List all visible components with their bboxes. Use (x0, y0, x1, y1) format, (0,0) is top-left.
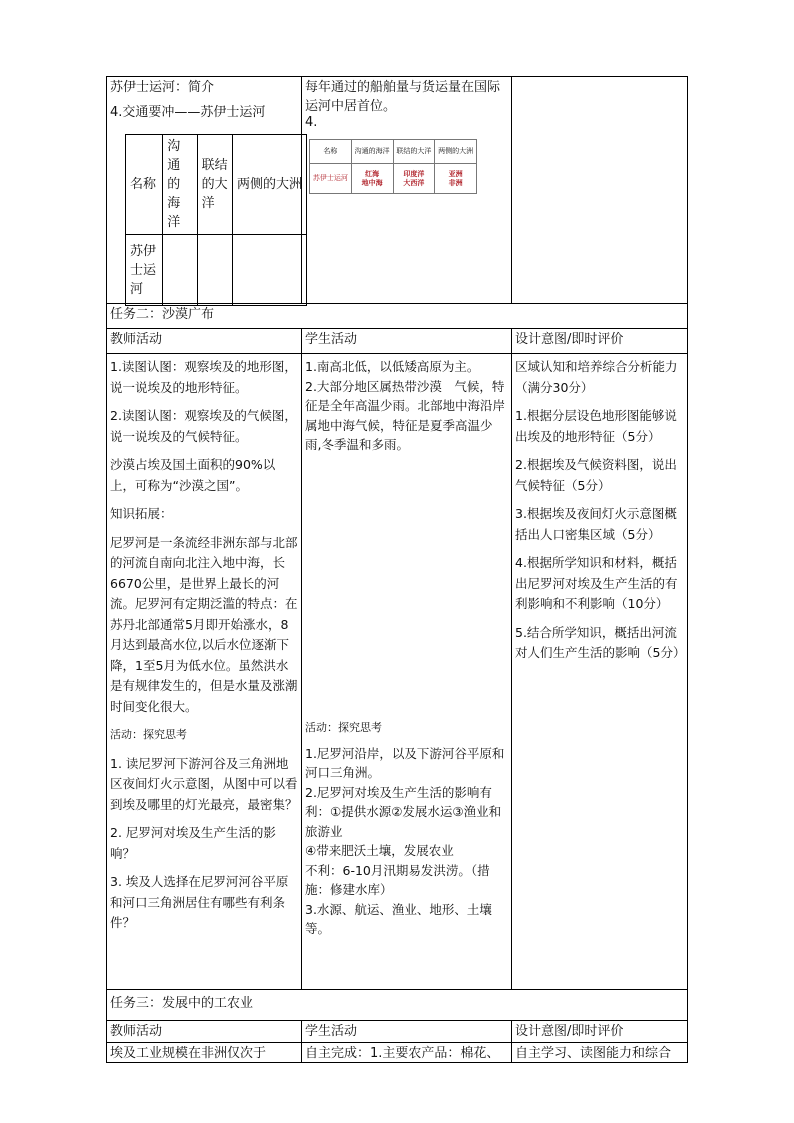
task2-design-cell (511, 353, 688, 990)
mini-first-col: 苏伊士运河 (126, 235, 163, 306)
nile-description: 尼罗河是一条流经非洲东部与北部的河流自南向北注入地中海，长6670公里，是世界上最长的河流。尼罗河有定期泛滥的特点：在苏丹北部通常5月即开始涨水，8月达到最高水位,以后水位逐渐下降，1至5月为低水位。虽然洪水是有规律发生的，但是水量及涨潮时间变化很大。 (110, 534, 298, 714)
teacher-question: 1. 读尼罗河下游河谷及三角洲地区夜间灯火示意图，从图中可以看到埃及哪里的灯光最亮，最密集？ (110, 755, 298, 812)
design-item: 区域认知和培养综合分析能力（满分30分） (515, 359, 678, 395)
teacher-item: 2.读图认图：观察埃及的气候图，说一说埃及的气候特征。 (110, 408, 297, 444)
design-item: 1.根据分层设色地形图能够说出埃及的地形特征（5分） (515, 408, 677, 444)
task3-title: 任务三：发展中的工农业 (110, 996, 254, 1011)
img-row-name: 苏伊士运河 (310, 164, 352, 194)
img-header-continent: 两侧的大洲 (435, 140, 477, 164)
header-design-label: 设计意图/即时评价 (515, 332, 624, 347)
header-teacher-label: 教师活动 (110, 1024, 163, 1039)
suez-answer-cell (301, 76, 512, 304)
img-row-ocean: 印度洋 大西洋 (393, 164, 435, 194)
mini-blank-cell[interactable] (232, 235, 306, 306)
teacher-question: 2. 尼罗河对埃及生产生活的影响？ (110, 825, 276, 861)
task3-design-cell (511, 1042, 688, 1063)
mini-blank-cell[interactable] (197, 235, 232, 306)
design-item: 4.根据所学知识和材料，概括出尼罗河对埃及生产生活的有利影响和不利影响（10分） (515, 555, 678, 611)
task2-header-student (301, 328, 512, 354)
student-answer: ④带来肥沃土壤，发展农业 (305, 843, 454, 858)
img-row-continent: 亚洲 非洲 (435, 164, 477, 194)
task3-teacher-cell (106, 1042, 302, 1063)
student-answer: 不利：6-10月汛期易发洪涝。（措施：修建水库） (305, 862, 490, 897)
task2-header-design (511, 328, 688, 354)
task2-teacher-cell (106, 353, 302, 990)
task2-title: 任务二：沙漠广布 (110, 307, 215, 322)
row1-empty-cell (511, 76, 688, 304)
task3-teacher-text: 埃及工业规模在非洲仅次于 (110, 1046, 267, 1061)
img-header-sea: 沟通的海洋 (351, 140, 393, 164)
task3-student-cell (301, 1042, 512, 1063)
knowledge-extension-label: 知识拓展： (110, 506, 173, 521)
img-header-ocean: 联结的大洋 (393, 140, 435, 164)
suez-answer-image-table (309, 139, 477, 194)
mini-header-name: 名称 (126, 135, 163, 235)
task3-header-student (301, 1020, 512, 1043)
design-item: 2.根据埃及气候资料图，说出气候特征（5分） (515, 457, 677, 493)
task2-title-cell (106, 303, 688, 329)
suez-shipping-text: 每年通过的船舶量与货运量在国际运河中居首位。 (305, 80, 501, 114)
teacher-item: 1.读图认图：观察埃及的地形图，说一说埃及的地形特征。 (110, 359, 297, 395)
task3-header-design (511, 1020, 688, 1043)
task2-student-cell (301, 353, 512, 990)
design-item: 3.根据埃及夜间灯火示意图概括出人口密集区域（5分） (515, 506, 677, 542)
header-design-label: 设计意图/即时评价 (515, 1024, 624, 1039)
header-student-label: 学生活动 (305, 332, 358, 347)
student-answer: 1.尼罗河沿岸，以及下游河谷平原和河口三角洲。 (305, 745, 505, 780)
suez-subtitle: 4.交通要冲——苏伊士运河 (110, 105, 266, 120)
task2-header-teacher (106, 328, 302, 354)
activity-label: 活动：探究思考 (110, 728, 187, 741)
mini-header-ocean: 联结的大洋 (197, 135, 232, 235)
mini-blank-cell[interactable] (163, 235, 197, 306)
task3-student-text: 自主完成：1.主要农产品：棉花、 (305, 1046, 500, 1061)
suez-intro-title: 苏伊士运河：简介 (110, 80, 215, 95)
img-header-name: 名称 (310, 140, 352, 164)
suez-intro-cell (106, 76, 302, 304)
header-student-label: 学生活动 (305, 1024, 358, 1039)
design-item: 5.结合所学知识，概括出河流对人们生产生活的影响（5分） (515, 624, 686, 660)
header-teacher-label: 教师活动 (110, 332, 163, 347)
task3-design-text: 自主学习、读图能力和综合 (515, 1046, 672, 1061)
suez-fill-table (125, 134, 307, 306)
mini-header-continent: 两侧的大洲 (232, 135, 306, 235)
task3-header-teacher (106, 1020, 302, 1043)
student-answer: 1.南高北低，以低矮高原为主。 (305, 359, 480, 374)
task3-title-cell (106, 989, 688, 1021)
lesson-plan-table (106, 76, 688, 1063)
mini-header-sea: 沟通的海洋 (163, 135, 197, 235)
teacher-question: 3. 埃及人选择在尼罗河河谷平原和河口三角洲居住有哪些有利条件？ (110, 874, 289, 930)
student-answer: 3.水源、航运、渔业、地形、土壤等。 (305, 901, 492, 936)
suez-answer-number: 4. (305, 115, 318, 130)
activity-label: 活动：探究思考 (305, 721, 382, 734)
teacher-item: 沙漠占埃及国土面积的90%以上，可称为“沙漠之国”。 (110, 457, 276, 493)
student-answer: 2.大部分地区属热带沙漠 气候，特征是全年高温少雨。北部地中海沿岸属地中海气候，特征是夏季高温少雨,冬季温和多雨。 (305, 378, 506, 452)
img-row-sea: 红海 地中海 (351, 164, 393, 194)
student-answer: 2.尼罗河对埃及生产生活的影响有利：①提供水源②发展水运③渔业和旅游业 (305, 784, 502, 839)
